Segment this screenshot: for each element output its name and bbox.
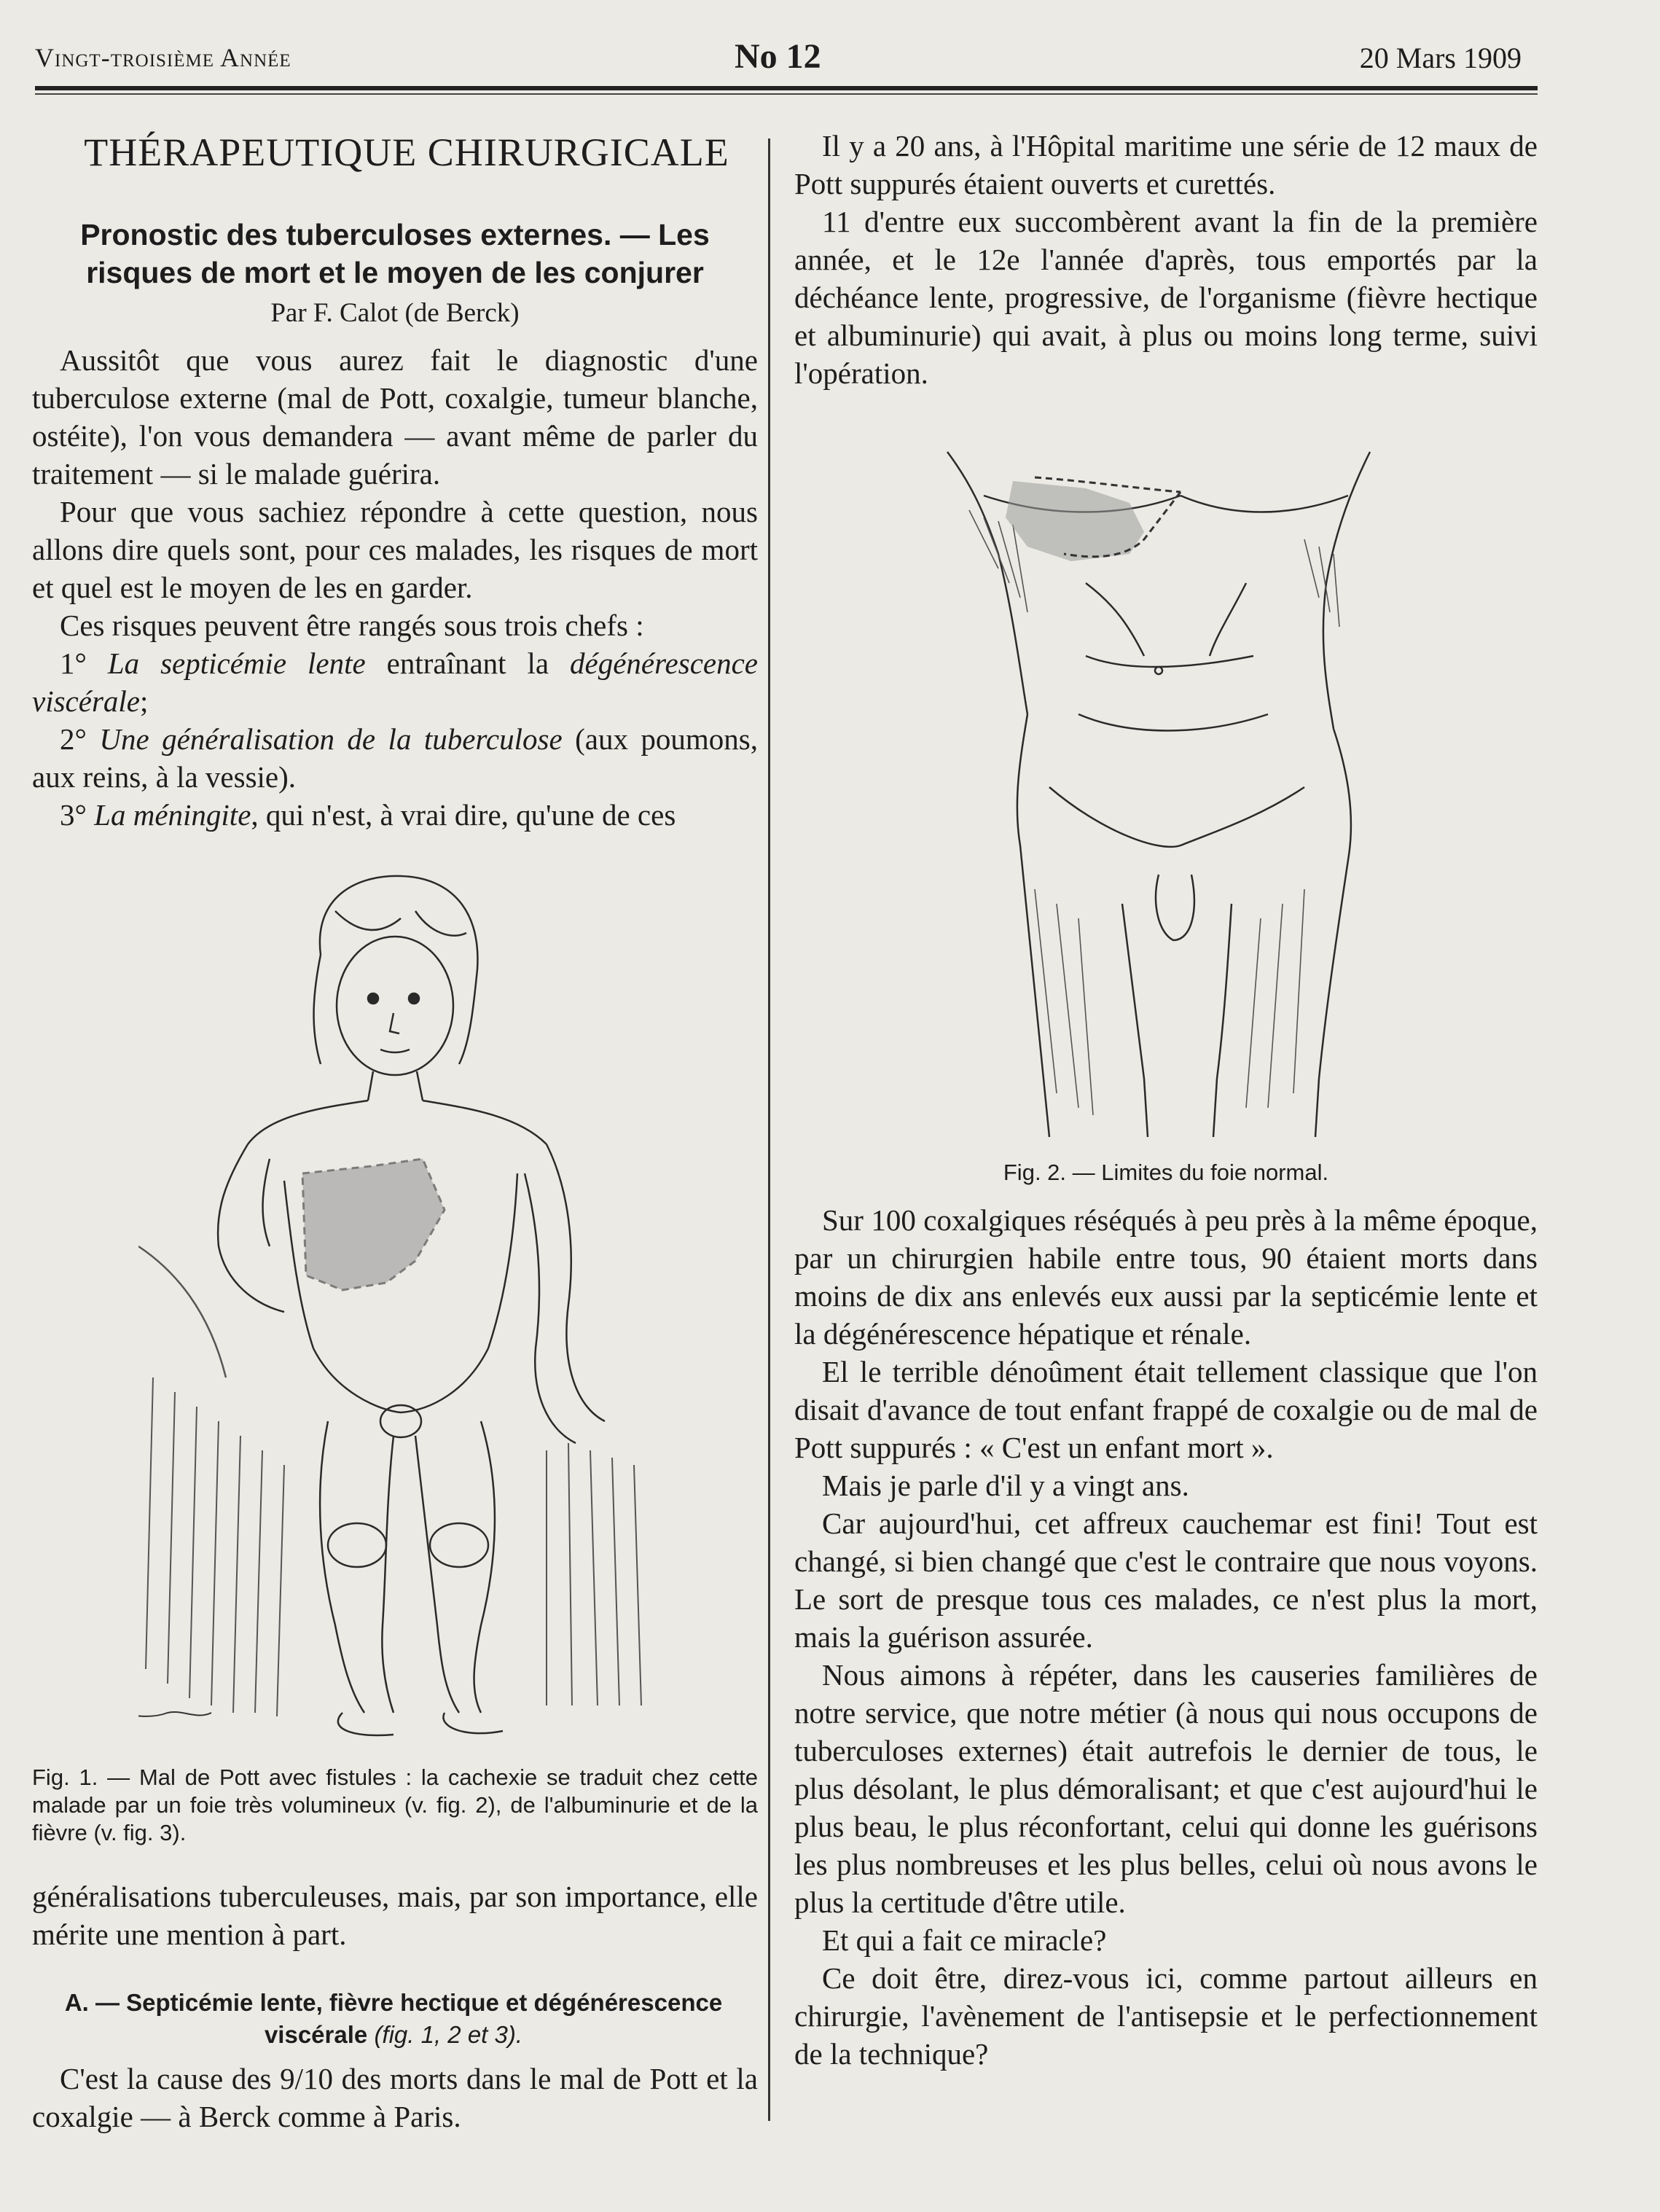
paragraph: Car aujourd'hui, cet affreux cauchemar est fini! Tout est changé, si bien changé que c'est le contraire que nous voyons. Le sort de presque tous ces malades, ce n'est plus la mort, mais la guérison assurée.	[794, 1506, 1538, 1654]
list-emphasis: dégénérescence viscérale	[32, 646, 759, 718]
list-item	[32, 644, 758, 720]
column-divider	[768, 138, 770, 2121]
caption-text: Mal de Pott avec fistules : la cachexie se traduit chez cette malade par un foie très volumineux (v. fig. 2), de l'albuminurie et de la fièvre (v. fig. 3).	[32, 1764, 758, 1845]
header-rule-thin	[35, 93, 1538, 95]
article-byline: Par F. Calot (de Berck)	[270, 298, 520, 328]
page-header	[35, 36, 1522, 80]
list-emphasis: Une généralisation de la tuberculose	[99, 722, 563, 756]
figure-2-caption: Fig. 2. — Limites du foie normal.	[1003, 1160, 1329, 1185]
paragraph: C'est la cause des 9/10 des morts dans le mal de Pott et la coxalgie — à Berck comme à Paris.	[32, 2062, 758, 2133]
list-number: 1°	[60, 646, 87, 680]
subsection-heading	[29, 1987, 758, 2051]
figure-1-caption	[32, 1764, 758, 1847]
paragraph: El le terrible dénoûment était tellement classique que l'on disait d'avance de tout enfant frappé de coxalgie ou de mal de Pott suppurés : « C'est un enfant mort ».	[794, 1355, 1538, 1464]
torso-drawing	[940, 437, 1377, 1152]
paragraph: Sur 100 coxalgiques réséqués à peu près à la même époque, par un chirurgien habile entre tous, 90 étaient morts dans moins de dix ans enlevés eux aussi par la septicémie lente et la dégénérescence hépatique et rénale.	[794, 1203, 1538, 1351]
list-tail: ;	[139, 684, 149, 718]
volume-label: Vingt-troisième Année	[35, 43, 291, 72]
subhead-ref: (fig. 1, 2 et 3).	[374, 2021, 523, 2048]
paragraph: généralisations tuberculeuses, mais, par son importance, elle mérite une mention à part.	[32, 1880, 758, 1951]
paragraph: Ce doit être, direz-vous ici, comme partout ailleurs en chirurgie, l'avènement de l'antisepsie et le perfectionnement de la technique?	[794, 1961, 1538, 2071]
section-title: THÉRAPEUTIQUE CHIRURGICALE	[84, 130, 729, 174]
list-number: 3°	[60, 798, 87, 832]
paragraph: Et qui a fait ce miracle?	[822, 1923, 1107, 1957]
left-column-final	[32, 2060, 758, 2135]
issue-number: No 12	[735, 37, 821, 76]
child-drawing	[138, 867, 663, 1742]
subhead-prefix: A. —	[64, 1989, 127, 2016]
list-text: , qui n'est, à vrai dire, qu'une de ces	[251, 798, 676, 832]
left-column-continuation	[32, 1877, 758, 1953]
header-rule	[35, 86, 1538, 90]
right-column-top	[794, 127, 1538, 392]
paragraph: 11 d'entre eux succombèrent avant la fin de la première année, et le 12e l'année d'après, tous emportés par la déchéance lente, progressive, de l'organisme (fièvre hectique et albuminurie) qui avait, à plus ou moins long terme, suivi l'opération.	[794, 205, 1538, 390]
paragraph: Ces risques peuvent être rangés sous trois chefs :	[60, 609, 644, 642]
list-text: entraînant la	[365, 646, 571, 680]
paragraph: Aussitôt que vous aurez fait le diagnostic d'une tuberculose externe (mal de Pott, coxalgie, tumeur blanche, ostéite), l'on vous demandera — avant même de parler du traitement — si le malade guérira.	[32, 343, 758, 491]
list-number: 2°	[60, 722, 87, 756]
right-column-bottom	[794, 1201, 1538, 2073]
article-title: Pronostic des tuberculoses externes. — Les risques de mort et le moyen de les conjurer	[80, 218, 710, 289]
caption-label: Fig. 1. —	[32, 1764, 139, 1790]
list-item	[32, 796, 758, 834]
paragraph: Il y a 20 ans, à l'Hôpital maritime une série de 12 maux de Pott suppurés étaient ouverts et curettés.	[794, 129, 1538, 200]
figure-1-illustration	[138, 867, 663, 1742]
list-emphasis: La septicémie lente	[107, 646, 366, 680]
paragraph: Mais je parle d'il y a vingt ans.	[822, 1469, 1189, 1502]
figure-2-illustration	[940, 437, 1377, 1152]
paragraph: Pour que vous sachiez répondre à cette question, nous allons dire quels sont, pour ces malades, les risques de mort et quel est le moyen de les en garder.	[32, 495, 758, 604]
list-item	[32, 720, 758, 796]
issue-date: 20 Mars 1909	[1359, 42, 1522, 74]
list-emphasis: La méningite	[94, 798, 251, 832]
paragraph: Nous aimons à répéter, dans les causeries familières de notre service, que notre métier (à nous qui nous occupons de tuberculoses externes) était autrefois le dernier de tous, le plus désolant, le plus démoralisant; et que c'est aujourd'hui le plus beau, le plus réconfortant, celui qui donne les guérisons les plus nombreuses et les plus belles, celui où nous avons le plus la certitude d'être utile.	[794, 1658, 1538, 1919]
left-column-intro	[32, 341, 758, 834]
list-text: (aux poumons, aux reins, à la vessie).	[32, 722, 759, 794]
subhead-title: Septicémie lente, fièvre hectique et dégénérescence viscérale	[126, 1989, 723, 2048]
